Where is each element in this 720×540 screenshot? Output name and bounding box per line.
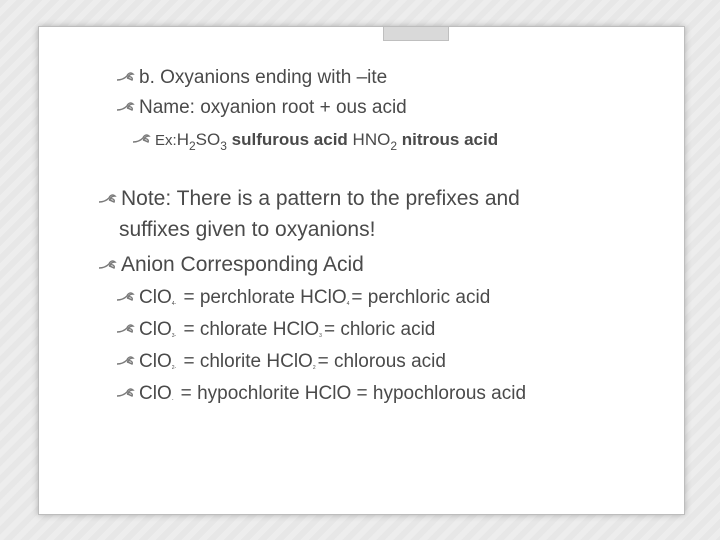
flourish-bullet-icon (115, 68, 137, 82)
formula-hno-subscript: 2 (390, 139, 398, 153)
formula-h-subscript: 2 (188, 139, 196, 153)
anion-name: hypochlorite HClO = hypochlorous acid (197, 383, 527, 404)
formula-hno: HNO (352, 130, 391, 149)
anion-row-chlorite (115, 351, 446, 373)
acid-name: = perchloric acid (351, 287, 491, 308)
anion-formula: ClO (139, 287, 172, 308)
nitrous-acid-label: nitrous acid (397, 130, 499, 149)
acid-subscript: 2 (312, 365, 316, 371)
anion-charge: 4- (171, 301, 177, 307)
bullet-line-note (97, 187, 520, 211)
acid-name: = chlorous acid (317, 351, 446, 372)
anion-charge: 2- (171, 365, 177, 371)
anion-name: perchlorate HClO (199, 287, 347, 308)
bullet-line-oxyanions-ite (115, 67, 387, 89)
acid-subscript: 3 (319, 333, 322, 339)
example-prefix: Ex: (155, 132, 177, 149)
note-continuation (119, 218, 375, 242)
note-text: There is a pattern to the prefixes and (171, 187, 520, 210)
anion-header-text: Anion Corresponding Acid (121, 253, 364, 276)
line-text: b. Oxyanions ending with –ite (139, 67, 388, 88)
anion-row-chlorate (115, 319, 435, 341)
flourish-bullet-icon (115, 98, 137, 112)
flourish-bullet-icon (131, 131, 153, 145)
acid-subscript: 4 (346, 301, 350, 307)
flourish-bullet-icon (115, 384, 137, 398)
note-text-cont: suffixes given to oxyanions! (119, 218, 376, 241)
anion-equals: = (178, 351, 200, 372)
anion-formula: ClO (139, 351, 172, 372)
anion-equals: = (178, 287, 200, 308)
anion-name: chlorate HClO (199, 319, 320, 340)
formula-so: SO (195, 130, 221, 149)
flourish-bullet-icon (115, 288, 137, 302)
anion-name: chlorite HClO (199, 351, 313, 372)
sulfurous-acid-label: sulfurous acid (226, 130, 353, 149)
line-text: Name: oxyanion root + ous acid (139, 97, 407, 118)
anion-formula: ClO (139, 319, 172, 340)
slide-tab-decoration (383, 27, 449, 41)
note-label: Note: (121, 187, 172, 210)
acid-name: = chloric acid (323, 319, 436, 340)
bullet-line-name-rule (115, 97, 407, 119)
anion-row-perchlorate (115, 287, 490, 309)
flourish-bullet-icon (115, 352, 137, 366)
anion-equals: = (175, 383, 198, 404)
formula-h: H (176, 130, 189, 149)
flourish-bullet-icon (97, 188, 119, 202)
anion-formula: ClO (139, 383, 172, 404)
flourish-bullet-icon (115, 320, 137, 334)
flourish-bullet-icon (97, 254, 119, 268)
anion-equals: = (178, 319, 200, 340)
formula-so-subscript: 3 (220, 139, 227, 153)
anion-charge: 3- (171, 333, 177, 339)
bullet-line-anion-header (97, 253, 364, 277)
anion-row-hypochlorite (115, 383, 526, 405)
bullet-line-example (131, 130, 499, 153)
anion-charge: - (171, 397, 174, 403)
slide-frame (38, 26, 685, 515)
